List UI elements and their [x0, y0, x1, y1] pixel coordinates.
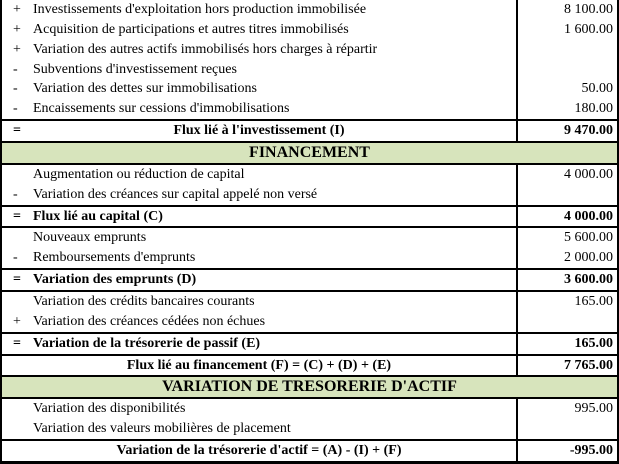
row-label: Variation des autres actifs immobilisés hors charges à répartir: [33, 41, 378, 57]
row-label: Acquisition de participations et autres titres immobilisés: [33, 21, 349, 37]
table-row: [2, 0, 617, 20]
operator-sign: =: [13, 272, 21, 288]
amount-cell: [516, 185, 617, 205]
operator-sign: =: [13, 208, 21, 224]
row-label: Augmentation ou réduction de capital: [33, 166, 245, 182]
total-row: [2, 205, 617, 227]
row-label: Flux lié à l'investissement (I): [173, 123, 345, 139]
row-label: Flux lié au capital (C): [33, 208, 163, 224]
label-cell: [2, 356, 516, 376]
label-cell: [2, 292, 516, 312]
table-row: [2, 397, 617, 419]
label-cell: [2, 248, 516, 268]
table-row: [2, 290, 617, 312]
label-cell: [2, 312, 516, 332]
operator-sign: -: [13, 186, 18, 202]
table-row: [2, 312, 617, 332]
row-label: Investissements d'exploitation hors production immobilisée: [33, 1, 367, 17]
section-header-row: [2, 375, 617, 397]
amount-cell: 2 000.00: [516, 248, 617, 268]
table-row: [2, 20, 617, 40]
label-cell: [2, 0, 516, 20]
operator-sign: =: [13, 123, 21, 139]
amount-cell: 5 600.00: [516, 228, 617, 248]
label-cell: [2, 121, 516, 141]
label-cell: [2, 207, 516, 227]
row-label: Variation de la trésorerie d'actif = (A) - (I) + (F): [116, 442, 402, 458]
table-row: [2, 185, 617, 205]
label-cell: [2, 441, 516, 461]
row-label: Variation des valeurs mobilières de placement: [33, 421, 291, 437]
total-row: [2, 332, 617, 354]
operator-sign: +: [13, 21, 21, 37]
operator-sign: -: [13, 101, 18, 117]
label-cell: [2, 270, 516, 290]
section-title: FINANCEMENT: [249, 143, 370, 161]
row-label: Remboursements d'emprunts: [33, 250, 196, 266]
section-title: VARIATION DE TRESORERIE D'ACTIF: [162, 378, 457, 396]
table-row: [2, 226, 617, 248]
row-label: Variation des disponibilités: [33, 401, 186, 417]
amount-cell: 7 765.00: [516, 356, 617, 376]
row-label: Encaissements sur cessions d'immobilisations: [33, 101, 290, 117]
row-label: Flux lié au financement (F) = (C) + (D) + (E): [126, 357, 392, 373]
amount-cell: 3 600.00: [516, 270, 617, 290]
row-label: Subventions d'investissement reçues: [33, 61, 237, 77]
label-cell: [2, 20, 516, 40]
amount-cell: [516, 60, 617, 80]
section-header-row: [2, 141, 617, 163]
operator-sign: +: [13, 41, 21, 57]
row-label: Variation de la trésorerie de passif (E): [33, 335, 261, 351]
operator-sign: +: [13, 313, 21, 329]
row-label: Variation des créances cédées non échues: [33, 313, 266, 329]
label-cell: [2, 165, 516, 185]
operator-sign: -: [13, 61, 18, 77]
amount-cell: 4 000.00: [516, 207, 617, 227]
row-label: Nouveaux emprunts: [33, 230, 147, 246]
table-row: [2, 248, 617, 268]
amount-cell: 995.00: [516, 399, 617, 419]
total-row: [2, 354, 617, 376]
operator-sign: -: [13, 250, 18, 266]
row-label: Variation des créances sur capital appelé non versé: [33, 186, 318, 202]
total-row: [2, 439, 617, 461]
table-row: [2, 99, 617, 119]
row-label: Variation des emprunts (D): [33, 272, 197, 288]
operator-sign: =: [13, 335, 21, 351]
row-label: Variation des dettes sur immobilisations: [33, 81, 257, 97]
label-cell: [2, 79, 516, 99]
amount-cell: 165.00: [516, 292, 617, 312]
amount-cell: 50.00: [516, 79, 617, 99]
label-cell: [2, 228, 516, 248]
row-label: Variation des crédits bancaires courants: [33, 293, 255, 309]
amount-cell: [516, 40, 617, 60]
amount-cell: 180.00: [516, 99, 617, 119]
label-cell: [2, 334, 516, 354]
table-row: [2, 163, 617, 185]
amount-cell: -995.00: [516, 441, 617, 461]
table-row: [2, 79, 617, 99]
operator-sign: -: [13, 81, 18, 97]
amount-cell: [516, 419, 617, 439]
table-row: [2, 419, 617, 439]
amount-cell: 165.00: [516, 334, 617, 354]
table-row: [2, 60, 617, 80]
label-cell: [2, 99, 516, 119]
total-row: [2, 119, 617, 141]
table-row: [2, 40, 617, 60]
operator-sign: +: [13, 1, 21, 17]
amount-cell: 9 470.00: [516, 121, 617, 141]
total-row: [2, 268, 617, 290]
label-cell: [2, 60, 516, 80]
amount-cell: 8 100.00: [516, 0, 617, 20]
amount-cell: 1 600.00: [516, 20, 617, 40]
amount-cell: 4 000.00: [516, 165, 617, 185]
label-cell: [2, 399, 516, 419]
amount-cell: [516, 312, 617, 332]
label-cell: [2, 185, 516, 205]
label-cell: [2, 419, 516, 439]
label-cell: [2, 40, 516, 60]
